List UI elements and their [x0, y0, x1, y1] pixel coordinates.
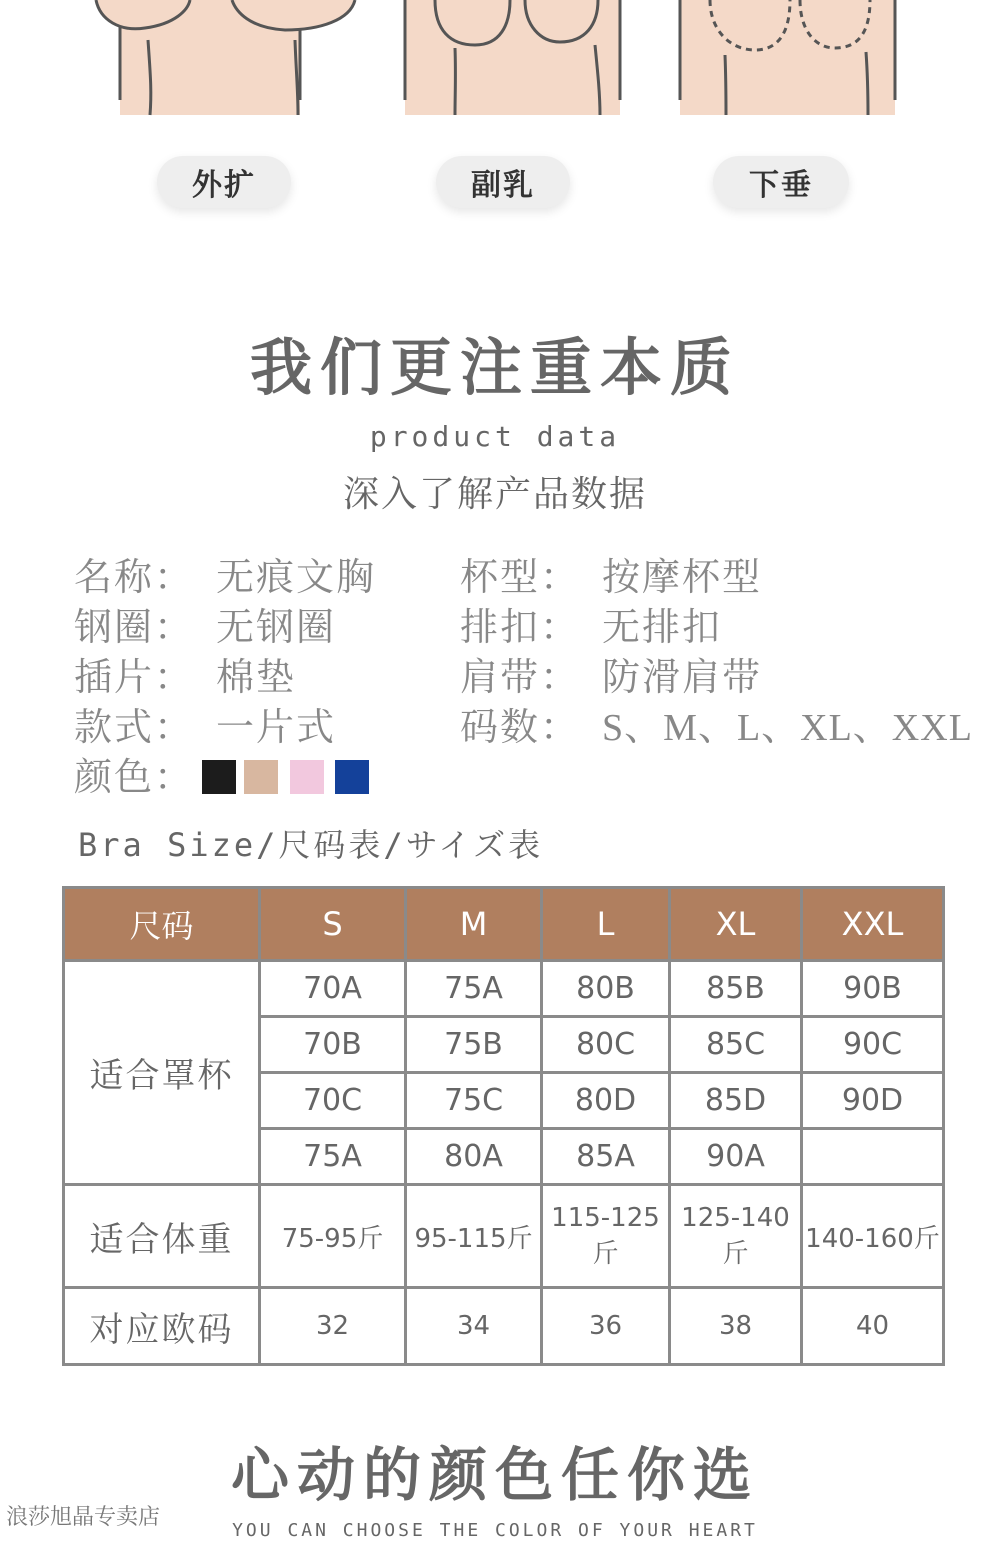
table-cell: 70B: [260, 1017, 406, 1073]
spec-label: 杯型：: [460, 555, 581, 599]
table-row-eu: [64, 1288, 944, 1365]
table-cell: 34: [406, 1288, 542, 1365]
table-cell: 75-95斤: [260, 1185, 406, 1288]
table-cell: 36: [542, 1288, 670, 1365]
cup-row-label: 适合罩杯: [64, 961, 260, 1185]
spec-value: 无痕文胸: [216, 555, 377, 599]
spec-label: 排扣：: [460, 605, 581, 649]
table-cell: 80B: [542, 961, 670, 1017]
illustration-outward: [96, 0, 355, 115]
spec-value: 按摩杯型: [602, 555, 763, 599]
color-swatch-blue[interactable]: [335, 760, 369, 794]
illustration-sagging: [680, 0, 895, 115]
eu-row-label: 对应欧码: [64, 1288, 260, 1365]
spec-value: 无钢圈: [216, 605, 337, 649]
subtitle-cn: 深入了解产品数据: [342, 474, 647, 515]
table-cell: 75C: [406, 1073, 542, 1129]
table-cell: 85B: [670, 961, 802, 1017]
table-cell: 85D: [670, 1073, 802, 1129]
colors-section-subtitle: YOU CAN CHOOSE THE COLOR OF YOUR HEART: [232, 1520, 758, 1541]
spec-label: 肩带：: [460, 655, 581, 699]
table-row: [64, 961, 944, 1017]
table-cell: 140-160斤: [802, 1185, 944, 1288]
table-cell: 90A: [670, 1129, 802, 1185]
pill-side-breast: 副乳: [436, 156, 570, 208]
spec-clasp: [460, 596, 722, 651]
table-cell: 80C: [542, 1017, 670, 1073]
colors-section-title: 心动的颜色任你选: [230, 1441, 759, 1509]
spec-value: 一片式: [216, 705, 337, 749]
spec-sizes: [460, 696, 973, 751]
spec-color: [74, 746, 194, 801]
color-swatch-black[interactable]: [202, 760, 236, 794]
table-cell: 75A: [260, 1129, 406, 1185]
table-cell: 40: [802, 1288, 944, 1365]
spec-label: 名称：: [74, 555, 195, 599]
table-cell: 125-140斤: [670, 1185, 802, 1288]
illustration-side: [405, 0, 620, 115]
table-cell: 85C: [670, 1017, 802, 1073]
table-cell: 85A: [542, 1129, 670, 1185]
section-title: 我们更注重本质: [249, 331, 740, 404]
spec-insert: [74, 646, 296, 701]
store-watermark: 浪莎旭晶专卖店: [6, 1505, 161, 1530]
header-s: S: [260, 888, 406, 961]
size-table-title: Bra Size/尺码表/サイズ表: [78, 826, 544, 864]
table-cell: 95-115斤: [406, 1185, 542, 1288]
spec-value: S、M、L、XL、XXL: [602, 707, 973, 749]
header-xl: XL: [670, 888, 802, 961]
size-table: [62, 886, 942, 1366]
subtitle-en: product data: [369, 420, 621, 453]
color-swatch-pink[interactable]: [290, 760, 324, 794]
table-cell: 75B: [406, 1017, 542, 1073]
table-cell: 90B: [802, 961, 944, 1017]
header-l: L: [542, 888, 670, 961]
spec-value: 棉垫: [216, 655, 297, 699]
spec-style: [74, 696, 336, 751]
table-cell: 115-125斤: [542, 1185, 670, 1288]
header-xxl: XXL: [802, 888, 944, 961]
table-cell: 32: [260, 1288, 406, 1365]
pill-outward: 外扩: [157, 156, 291, 208]
spec-wire: [74, 596, 336, 651]
spec-value: 无排扣: [602, 605, 723, 649]
body-illustrations: [0, 0, 990, 120]
table-row-weight: [64, 1185, 944, 1288]
spec-label: 款式：: [74, 705, 195, 749]
spec-label: 插片：: [74, 655, 195, 699]
spec-label: 钢圈：: [74, 605, 195, 649]
table-cell: 70C: [260, 1073, 406, 1129]
spec-label: 码数：: [460, 705, 581, 749]
spec-value: 防滑肩带: [602, 655, 763, 699]
table-cell: 80A: [406, 1129, 542, 1185]
table-cell: 75A: [406, 961, 542, 1017]
table-cell: 38: [670, 1288, 802, 1365]
spec-name: [74, 546, 376, 601]
color-swatch-nude[interactable]: [244, 760, 278, 794]
table-cell: 90C: [802, 1017, 944, 1073]
pill-sagging: 下垂: [713, 156, 849, 208]
spec-label: 颜色：: [74, 755, 195, 799]
weight-row-label: 适合体重: [64, 1185, 260, 1288]
spec-cup-type: [460, 546, 762, 601]
table-cell: [802, 1129, 944, 1185]
table-cell: 80D: [542, 1073, 670, 1129]
header-m: M: [406, 888, 542, 961]
table-header-row: [64, 888, 944, 961]
table-cell: 70A: [260, 961, 406, 1017]
header-size: 尺码: [64, 888, 260, 961]
spec-strap: [460, 646, 762, 701]
table-cell: 90D: [802, 1073, 944, 1129]
